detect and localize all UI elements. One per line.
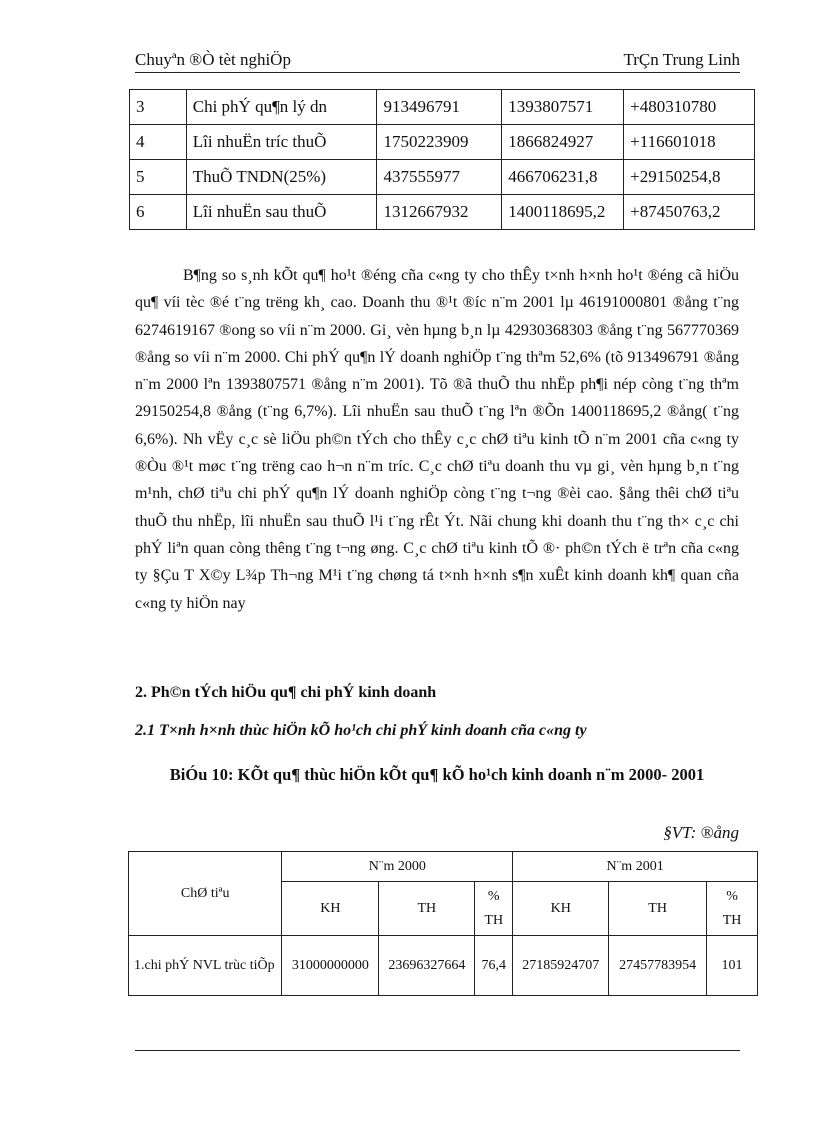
table-cell: 437555977 <box>377 160 502 195</box>
table-cell: 466706231,8 <box>502 160 624 195</box>
table-row <box>130 195 755 230</box>
table-cell: +116601018 <box>624 125 755 160</box>
page-header <box>135 50 740 73</box>
table-cell: +480310780 <box>624 90 755 125</box>
body-paragraph: B¶ng so s¸nh kÕt qu¶ ho¹t ®éng cña c«ng ty cho thÊy t×nh h×nh ho¹t ®éng cã hiÖu qu¶ víi tèc ®é t¨ng trëng kh¸ cao. Doanh thu ®¹t ®íc n¨m 2001 lµ 46191000801 ®ång t¨ng 6274619167 ®ong so víi n¨m 2000. Gi¸ vèn hµng b¸n lµ 42930368303 ®ång t¨ng 567770369 ®ång so víi n¨m 2000. Chi phÝ qu¶n lÝ doanh nghiÖp t¨ng thªm 52,6% (tõ 913496791 ®ång n¨m 2000 lªn 1393807571 ®ång n¨m 2001). Tõ ®ã thuÕ thu nhËp ph¶i nép còng t¨ng thªm 29150254,8 ®ång (t¨ng 6,7%). Lîi nhuËn sau thuÕ t¨ng lªn ®Õn 1400118695,2 ®ång( t¨ng 6,6%). Nh vËy c¸c sè liÖu ph©n tÝch cho thÊy c¸c chØ tiªu kinh tÕ n¨m 2001 cña c«ng ty ®Òu ®¹t møc t¨ng trëng cao h¬n n¨m tríc. C¸c chØ tiªu doanh thu vµ gi¸ vèn hµng b¸n t¨ng m¹nh, chØ tiªu chi phÝ qu¶n lÝ doanh nghiÖp còng t¨ng t¬ng ®èi cao. §ång thêi chØ tiªu thuÕ thu nhËp, lîi nhuËn sau thuÕ l¹i t¨ng rÊt Ýt. Nãi chung khi doanh thu t¨ng th× c¸c chi phÝ liªn quan còng thêng t¨ng t¬ng øng. C¸c chØ tiªu kinh tÕ ®· ph©n tÝch ë trªn cña c«ng ty §Çu T X©y L¾p Th¬ng M¹i t¨ng chøng tá t×nh h×nh s¶n xuÊt kinh doanh kh¶ quan cña c«ng ty hiÖn nay <box>135 267 739 612</box>
table-caption: BiÓu 10: KÕt qu¶ thùc hiÖn kÕt qu¶ kÕ ho¹ch kinh doanh n¨m 2000- 2001 <box>169 765 705 784</box>
column-header-year-2000: N¨m 2000 <box>282 852 513 882</box>
footer-rule <box>135 1050 740 1051</box>
table-cell: 1393807571 <box>502 90 624 125</box>
pct-symbol: % <box>726 888 738 904</box>
table-cell: ThuÕ TNDN(25%) <box>186 160 377 195</box>
pct-symbol: % <box>487 888 500 904</box>
table-cell: Lîi nhuËn sau thuÕ <box>186 195 377 230</box>
column-header-year-2001: N¨m 2001 <box>513 852 758 882</box>
pct-th-label: TH <box>484 912 504 928</box>
column-header-th: TH <box>609 882 707 936</box>
header-title: Chuyªn ®Ò tèt nghiÖp <box>135 50 291 69</box>
table-cell: Chi phÝ qu¶n lý dn <box>186 90 377 125</box>
table-cell: 23696327664 <box>379 936 475 996</box>
table-cell: 1866824927 <box>502 125 624 160</box>
column-header-kh: KH <box>282 882 379 936</box>
section-heading: 2. Ph©n tÝch hiÖu qu¶ chi phÝ kinh doanh <box>135 684 437 701</box>
column-header-kh: KH <box>513 882 609 936</box>
table-row <box>129 936 758 996</box>
pct-th-label: TH <box>722 912 742 928</box>
table-cell: +87450763,2 <box>624 195 755 230</box>
table-cell: 1400118695,2 <box>502 195 624 230</box>
table-cell: +29150254,8 <box>624 160 755 195</box>
table-cell: 76,4 <box>475 936 513 996</box>
column-header-th: TH <box>379 882 475 936</box>
table-cell: 6 <box>130 195 187 230</box>
column-header-pct <box>475 882 513 936</box>
cost-plan-table <box>128 851 758 996</box>
header-author: TrÇn Trung Linh <box>623 50 740 69</box>
table-cell: 5 <box>130 160 187 195</box>
unit-label: §VT: ®ång <box>663 823 739 842</box>
table-cell: 27457783954 <box>609 936 707 996</box>
table-header-row <box>129 852 758 882</box>
table-cell: 31000000000 <box>282 936 379 996</box>
table-cell: 27185924707 <box>513 936 609 996</box>
table-row <box>130 160 755 195</box>
table-cell: 1750223909 <box>377 125 502 160</box>
table-cell: 913496791 <box>377 90 502 125</box>
table-row <box>130 90 755 125</box>
column-header-pct <box>707 882 758 936</box>
table-cell: 3 <box>130 90 187 125</box>
row-label: 1.chi phÝ NVL trùc tiÕp <box>129 936 282 996</box>
table-cell: 101 <box>707 936 758 996</box>
table-cell: Lîi nhuËn tríc thuÕ <box>186 125 377 160</box>
results-table <box>129 89 755 230</box>
table-cell: 4 <box>130 125 187 160</box>
table-row <box>130 125 755 160</box>
table-cell: 1312667932 <box>377 195 502 230</box>
column-header-indicator: ChØ tiªu <box>129 852 282 936</box>
subsection-heading: 2.1 T×nh h×nh thùc hiÖn kÕ ho¹ch chi phÝ kinh doanh cña c«ng ty <box>135 722 587 739</box>
